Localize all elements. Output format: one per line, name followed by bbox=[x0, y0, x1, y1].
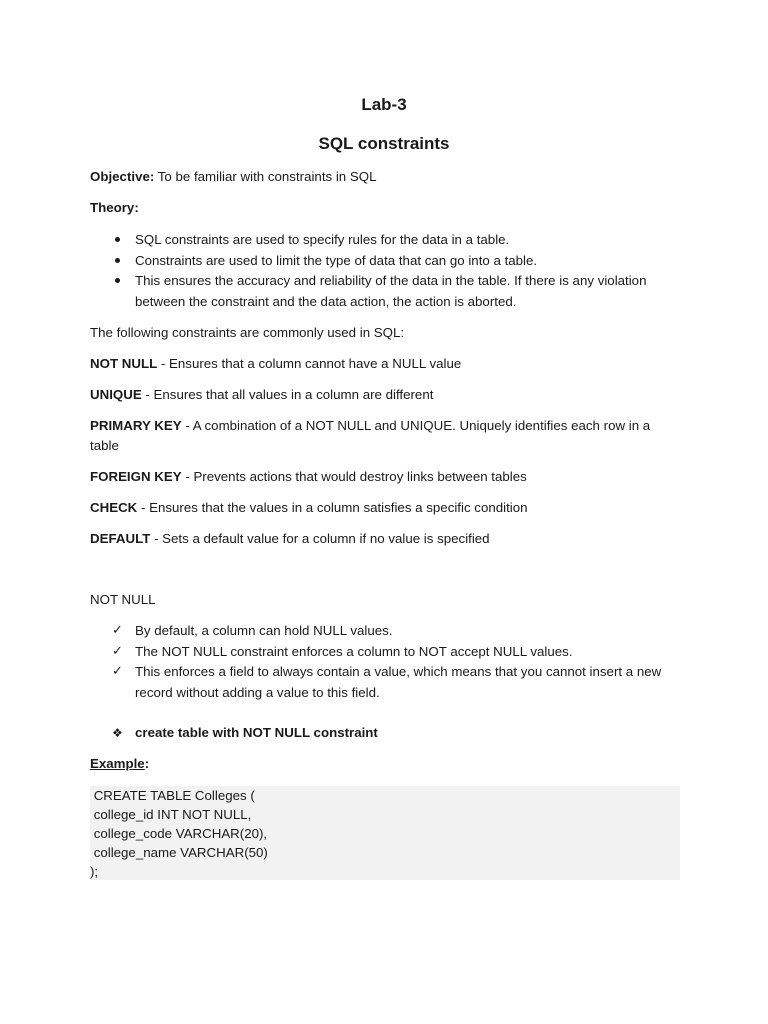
example-colon: : bbox=[144, 756, 150, 771]
create-heading-list bbox=[90, 723, 680, 744]
constraints-intro: The following constraints are commonly used in SQL: bbox=[90, 325, 405, 340]
constraint-desc: - Sets a default value for a column if no value is specified bbox=[150, 531, 490, 546]
code-line: college_code VARCHAR(20), bbox=[90, 826, 268, 841]
example-line bbox=[90, 754, 680, 774]
objective-text: To be familiar with constraints in SQL bbox=[154, 169, 377, 184]
constraint-desc: - Ensures that a column cannot have a NULL value bbox=[157, 356, 462, 371]
not-null-bullet-text: The NOT NULL constraint enforces a column to NOT accept NULL values. bbox=[135, 643, 573, 659]
bullet-dot-icon bbox=[115, 237, 120, 242]
not-null-heading: NOT NULL bbox=[90, 592, 156, 607]
code-line: ); bbox=[90, 864, 99, 879]
constraint-name: CHECK bbox=[90, 500, 138, 515]
constraint-primary-key bbox=[90, 416, 680, 456]
theory-list bbox=[90, 230, 680, 312]
list-item bbox=[90, 621, 680, 642]
list-item bbox=[90, 230, 680, 251]
constraint-name: NOT NULL bbox=[90, 356, 158, 371]
doc-title: Lab-3 bbox=[361, 95, 407, 114]
constraint-foreign-key bbox=[90, 467, 680, 487]
code-line: CREATE TABLE Colleges ( bbox=[90, 788, 255, 803]
constraint-unique bbox=[90, 385, 680, 405]
bullet-dot-icon bbox=[115, 278, 120, 283]
constraint-name: UNIQUE bbox=[90, 387, 142, 402]
create-heading: create table with NOT NULL constraint bbox=[135, 725, 378, 740]
checkmark-icon: ✓ bbox=[112, 623, 123, 638]
theory-bullet-text: SQL constraints are used to specify rules for the data in a table. bbox=[135, 232, 510, 247]
constraint-name: DEFAULT bbox=[90, 531, 151, 546]
code-line: college_id INT NOT NULL, bbox=[90, 807, 252, 822]
constraint-desc: - Ensures that the values in a column satisfies a specific condition bbox=[137, 500, 528, 515]
constraint-desc: - A combination of a NOT NULL and UNIQUE. Uniquely identifies each row in a table bbox=[90, 418, 651, 453]
example-label: Example bbox=[90, 756, 145, 771]
diamond-bullet-icon: ❖ bbox=[112, 726, 123, 740]
code-block bbox=[90, 786, 680, 880]
list-item bbox=[90, 723, 680, 744]
constraint-check bbox=[90, 498, 680, 518]
constraint-desc: - Ensures that all values in a column are different bbox=[141, 387, 434, 402]
list-item bbox=[90, 642, 680, 663]
code-line: college_name VARCHAR(50) bbox=[90, 845, 268, 860]
list-item bbox=[90, 251, 680, 272]
theory-bullet-text: Constraints are used to limit the type of data that can go into a table. bbox=[135, 252, 538, 268]
theory-label: Theory: bbox=[90, 200, 139, 215]
not-null-bullet-text: By default, a column can hold NULL values. bbox=[135, 623, 393, 638]
checkmark-icon: ✓ bbox=[112, 664, 123, 679]
not-null-list bbox=[90, 621, 680, 703]
checkmark-icon: ✓ bbox=[112, 643, 123, 659]
theory-bullet-text: This ensures the accuracy and reliability of the data in the table. If there is any violation between the constraint and the data action, the action is aborted. bbox=[135, 273, 647, 309]
constraint-name: FOREIGN KEY bbox=[90, 469, 182, 484]
list-item bbox=[90, 662, 680, 703]
bullet-dot-icon bbox=[115, 258, 120, 263]
doc-subtitle: SQL constraints bbox=[318, 134, 450, 153]
constraint-not-null bbox=[90, 354, 680, 374]
objective-line bbox=[90, 167, 680, 187]
objective-label: Objective: bbox=[90, 169, 155, 184]
list-item bbox=[90, 271, 680, 312]
constraint-default bbox=[90, 529, 680, 549]
constraint-desc: - Prevents actions that would destroy links between tables bbox=[181, 469, 527, 484]
not-null-bullet-text: This enforces a field to always contain a value, which means that you cannot insert a new record without adding a value to this field. bbox=[135, 664, 662, 700]
constraint-name: PRIMARY KEY bbox=[90, 418, 182, 433]
